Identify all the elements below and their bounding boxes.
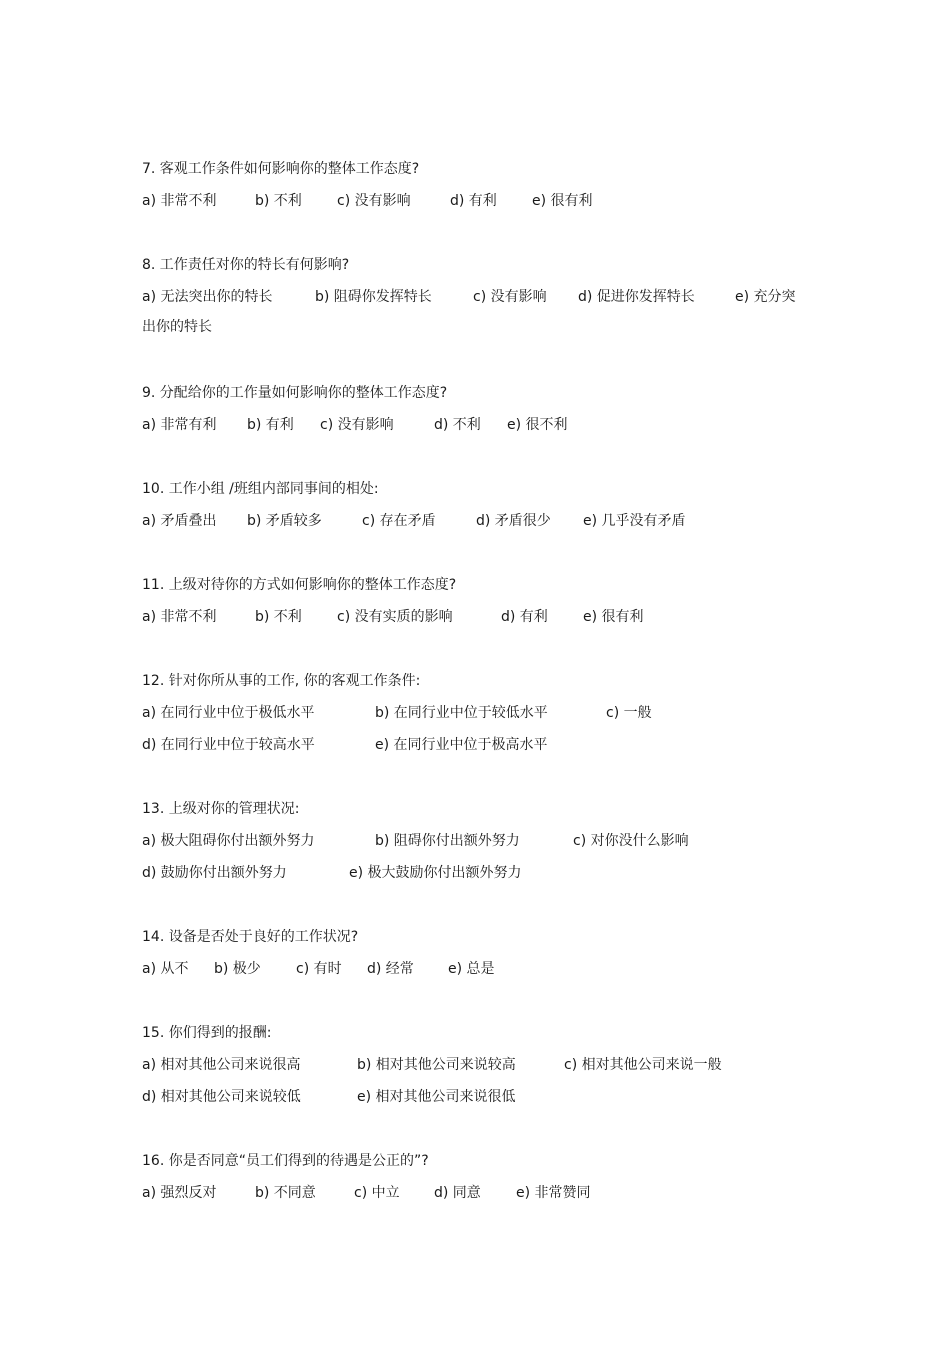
question-title: 14. 设备是否处于良好的工作状况? bbox=[142, 929, 359, 945]
option: a) 非常不利 bbox=[142, 193, 217, 209]
option: e) 相对其他公司来说很低 bbox=[357, 1089, 516, 1105]
option: a) 极大阻碍你付出额外努力 bbox=[142, 833, 315, 849]
question-title: 8. 工作责任对你的特长有何影响? bbox=[142, 257, 350, 273]
option: e) 很不利 bbox=[507, 417, 568, 433]
option: a) 非常有利 bbox=[142, 417, 217, 433]
option: b) 有利 bbox=[247, 417, 294, 433]
option: a) 强烈反对 bbox=[142, 1185, 217, 1201]
option: c) 对你没什么影响 bbox=[573, 833, 689, 849]
question-title: 15. 你们得到的报酬: bbox=[142, 1025, 272, 1041]
option: c) 没有实质的影响 bbox=[337, 609, 453, 625]
option: c) 没有影响 bbox=[320, 417, 394, 433]
question-title: 9. 分配给你的工作量如何影响你的整体工作态度? bbox=[142, 385, 448, 401]
option: d) 鼓励你付出额外努力 bbox=[142, 865, 287, 881]
option: d) 同意 bbox=[434, 1185, 481, 1201]
option: b) 阻碍你发挥特长 bbox=[315, 289, 432, 305]
option: b) 阻碍你付出额外努力 bbox=[375, 833, 520, 849]
option: b) 不利 bbox=[255, 609, 302, 625]
option: b) 矛盾较多 bbox=[247, 513, 322, 529]
option: d) 相对其他公司来说较低 bbox=[142, 1089, 301, 1105]
option: a) 在同行业中位于极低水平 bbox=[142, 705, 315, 721]
option: e) 很有利 bbox=[583, 609, 644, 625]
option: d) 经常 bbox=[367, 961, 414, 977]
question-title: 16. 你是否同意“员工们得到的待遇是公正的”? bbox=[142, 1153, 429, 1169]
option: c) 有时 bbox=[296, 961, 342, 977]
question-title: 10. 工作小组 /班组内部同事间的相处: bbox=[142, 481, 379, 497]
option: d) 促进你发挥特长 bbox=[578, 289, 695, 305]
question-title: 7. 客观工作条件如何影响你的整体工作态度? bbox=[142, 161, 420, 177]
option: c) 一般 bbox=[606, 705, 652, 721]
question-title: 12. 针对你所从事的工作, 你的客观工作条件: bbox=[142, 673, 421, 689]
option: c) 存在矛盾 bbox=[362, 513, 436, 529]
option: e) 在同行业中位于极高水平 bbox=[375, 737, 548, 753]
option: c) 没有影响 bbox=[473, 289, 547, 305]
option: c) 相对其他公司来说一般 bbox=[564, 1057, 722, 1073]
option-continuation: 出你的特长 bbox=[142, 319, 212, 335]
option: d) 不利 bbox=[434, 417, 481, 433]
option: b) 在同行业中位于较低水平 bbox=[375, 705, 548, 721]
option: a) 矛盾叠出 bbox=[142, 513, 217, 529]
option: b) 不同意 bbox=[255, 1185, 316, 1201]
option: a) 无法突出你的特长 bbox=[142, 289, 273, 305]
option: e) 总是 bbox=[448, 961, 495, 977]
option: e) 极大鼓励你付出额外努力 bbox=[349, 865, 522, 881]
option: a) 从不 bbox=[142, 961, 189, 977]
option: d) 矛盾很少 bbox=[476, 513, 551, 529]
option: a) 相对其他公司来说很高 bbox=[142, 1057, 301, 1073]
question-title: 13. 上级对你的管理状况: bbox=[142, 801, 300, 817]
question-title: 11. 上级对待你的方式如何影响你的整体工作态度? bbox=[142, 577, 457, 593]
option: a) 非常不利 bbox=[142, 609, 217, 625]
option: c) 中立 bbox=[354, 1185, 400, 1201]
option: d) 有利 bbox=[501, 609, 548, 625]
option: b) 不利 bbox=[255, 193, 302, 209]
option: e) 几乎没有矛盾 bbox=[583, 513, 686, 529]
option: d) 有利 bbox=[450, 193, 497, 209]
option: c) 没有影响 bbox=[337, 193, 411, 209]
option: e) 非常赞同 bbox=[516, 1185, 591, 1201]
option: d) 在同行业中位于较高水平 bbox=[142, 737, 315, 753]
option: e) 很有利 bbox=[532, 193, 593, 209]
option: e) 充分突 bbox=[735, 289, 796, 305]
option: b) 相对其他公司来说较高 bbox=[357, 1057, 516, 1073]
option: b) 极少 bbox=[214, 961, 261, 977]
